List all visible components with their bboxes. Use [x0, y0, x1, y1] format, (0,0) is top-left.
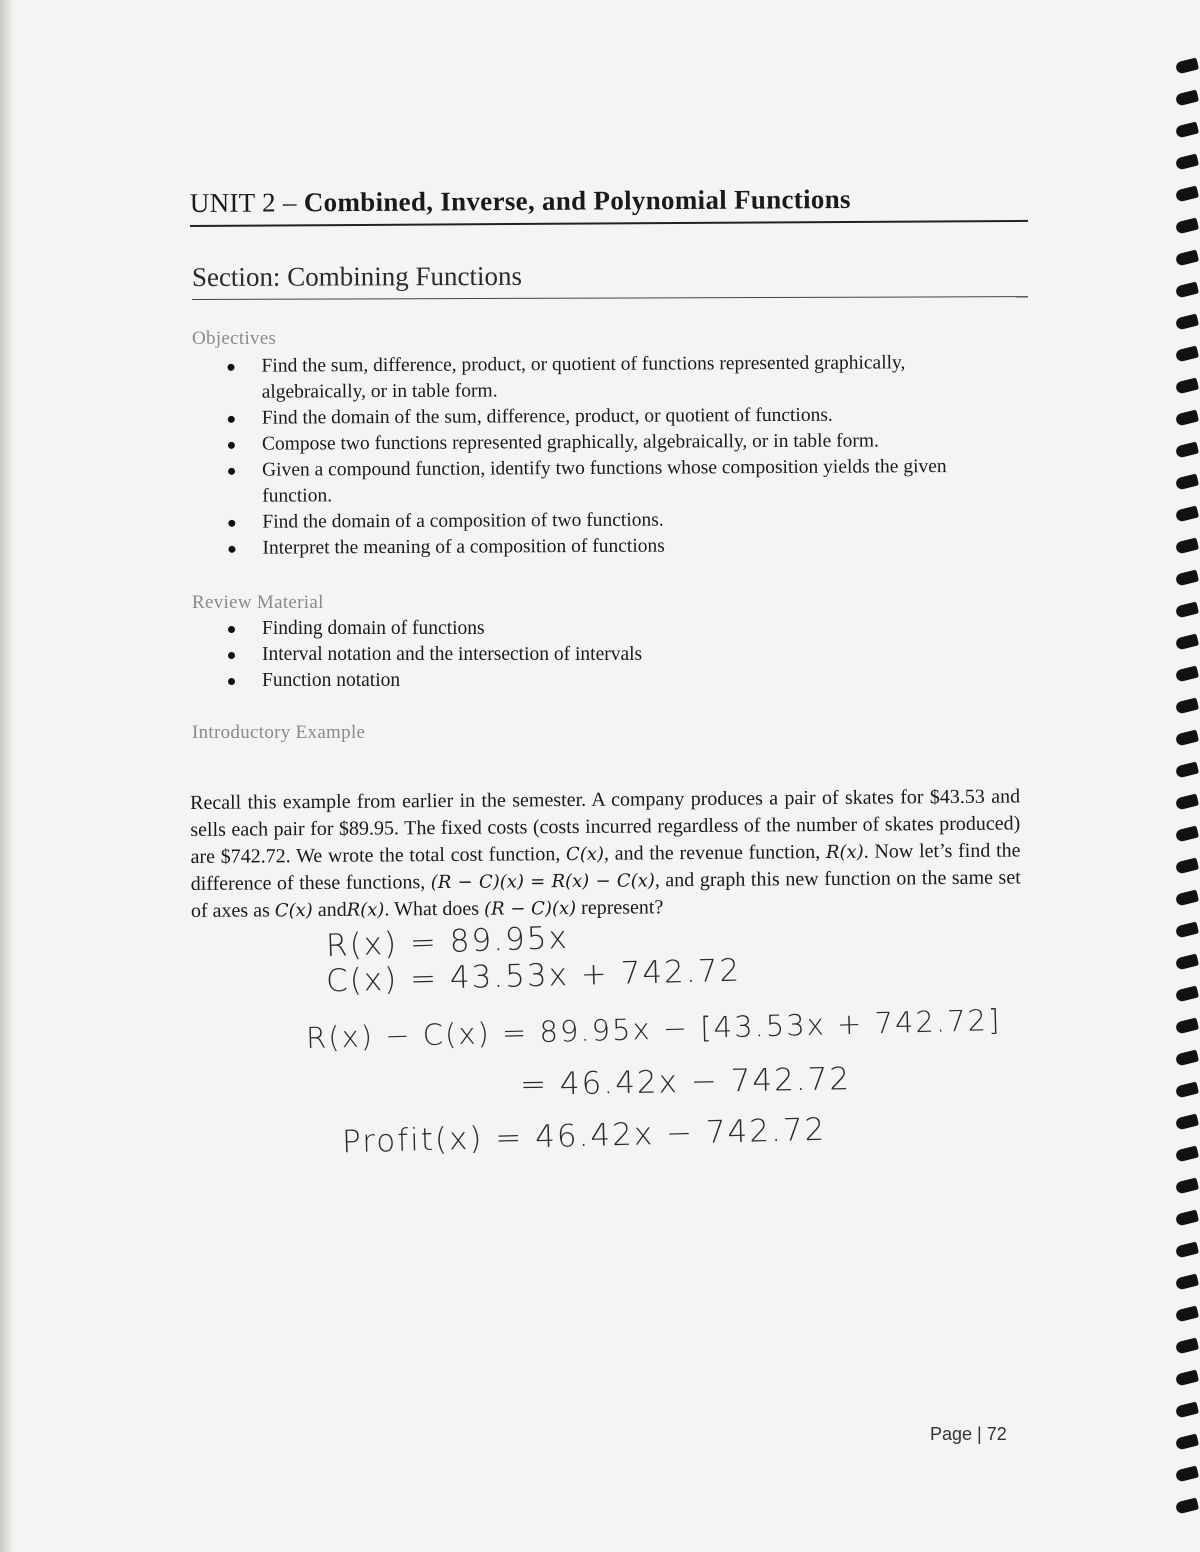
binding-hole-icon [1175, 730, 1199, 747]
binding-hole-icon [1175, 794, 1199, 811]
binding-hole-icon [1175, 1178, 1199, 1195]
binding-hole-icon [1175, 1274, 1199, 1291]
list-item: Find the domain of the sum, difference, product, or quotient of functions. [190, 402, 970, 432]
binding-hole-icon [1175, 186, 1199, 203]
list-item: Interval notation and the intersection of intervals [190, 642, 970, 668]
list-item: Find the domain of a composition of two functions. [190, 506, 970, 536]
unit-title-prefix: UNIT 2 – [189, 187, 304, 219]
binding-hole-icon [1175, 1370, 1199, 1387]
bullet-icon [228, 678, 235, 685]
binding-hole-icon [1175, 1146, 1199, 1163]
binding-hole-icon [1175, 378, 1199, 395]
page-number: Page | 72 [930, 1424, 1007, 1444]
binding-hole-icon [1175, 346, 1199, 363]
binding-hole-icon [1175, 58, 1199, 75]
binding-hole-icon [1175, 154, 1199, 171]
binding-hole-icon [1175, 986, 1199, 1003]
bullet-icon [228, 442, 235, 449]
binding-hole-icon [1175, 506, 1199, 523]
binding-hole-icon [1175, 826, 1199, 843]
bullet-icon [228, 416, 235, 423]
binding-hole-icon [1175, 666, 1199, 683]
list-item: Finding domain of functions [190, 616, 970, 642]
binding-hole-icon [1175, 1242, 1199, 1259]
bullet-icon [228, 364, 235, 371]
objectives-heading: Objectives [192, 328, 277, 349]
binding-hole-icon [1175, 890, 1199, 907]
list-item: Compose two functions represented graphically, algebraically, or in table form. [190, 428, 970, 458]
intro-paragraph: Recall this example from earlier in the semester. A company produces a pair of skates for $43.53 and sells each pair for $89.95. The fixed costs (costs incurred regardless of the number of skates produced) are $742.72. We wrote the total cost function, C(x), and the revenue function, R(x). Now let’s find the difference of these functions, (R − C)(x) = R(x) − C(x), and graph this new function on the same set of axes as C(x) andR(x). What does (R − C)(x) represent? [190, 785, 1021, 922]
binding-hole-icon [1175, 538, 1199, 555]
binding-hole-icon [1175, 1210, 1199, 1227]
binding-hole-icon [1175, 90, 1199, 107]
review-heading: Review Material [192, 592, 324, 613]
binding-hole-icon [1175, 1050, 1199, 1067]
review-list [190, 616, 970, 694]
list-item: Function notation [190, 668, 970, 694]
handwritten-revenue: R(x) = 89.95x [325, 919, 570, 965]
list-item: Interpret the meaning of a composition of functions [190, 532, 970, 562]
binding-hole-icon [1175, 218, 1199, 235]
handwritten-cost: C(x) = 43.53x + 742.72 [325, 952, 742, 1000]
binding-hole-icon [1175, 282, 1199, 299]
unit-title [190, 183, 1028, 227]
bullet-icon [228, 652, 235, 659]
binding-hole-icon [1175, 922, 1199, 939]
spiral-binding [1172, 60, 1200, 1550]
handwritten-difference: R(x) − C(x) = 89.95x − [43.53x + 742.72] [305, 1002, 1002, 1056]
binding-hole-icon [1175, 1402, 1199, 1419]
binding-hole-icon [1175, 442, 1199, 459]
binding-hole-icon [1175, 602, 1199, 619]
binding-hole-icon [1175, 1338, 1199, 1355]
binding-hole-icon [1175, 474, 1199, 491]
page-edge-shadow [0, 0, 14, 1552]
binding-hole-icon [1175, 1082, 1199, 1099]
handwritten-profit: Profit(x) = 46.42x − 742.72 [341, 1111, 827, 1161]
list-item: Given a compound function, identify two functions whose composition yields the given function. [190, 454, 970, 510]
binding-hole-icon [1175, 1114, 1199, 1131]
binding-hole-icon [1175, 634, 1199, 651]
binding-hole-icon [1175, 1434, 1199, 1451]
binding-hole-icon [1175, 762, 1199, 779]
binding-hole-icon [1175, 122, 1199, 139]
unit-title-name: Combined, Inverse, and Polynomial Functions [303, 183, 851, 218]
binding-hole-icon [1175, 314, 1199, 331]
bullet-icon [228, 520, 235, 527]
binding-hole-icon [1175, 858, 1199, 875]
objectives-list [189, 350, 970, 562]
bullet-icon [228, 468, 235, 475]
binding-hole-icon [1175, 698, 1199, 715]
handwritten-simplified: = 46.42x − 742.72 [519, 1061, 852, 1103]
list-item: Find the sum, difference, product, or quotient of functions represented graphically, algebraically, or in table form. [189, 350, 969, 406]
bullet-icon [228, 626, 235, 633]
binding-hole-icon [1175, 410, 1199, 427]
binding-hole-icon [1175, 1498, 1199, 1515]
binding-hole-icon [1175, 250, 1199, 267]
binding-hole-icon [1175, 1466, 1199, 1483]
bullet-icon [228, 546, 235, 553]
binding-hole-icon [1175, 954, 1199, 971]
intro-heading: Introductory Example [192, 722, 366, 743]
binding-hole-icon [1175, 1306, 1199, 1323]
binding-hole-icon [1175, 570, 1199, 587]
binding-hole-icon [1175, 1018, 1199, 1035]
section-title: Section: Combining Functions [192, 259, 1028, 300]
